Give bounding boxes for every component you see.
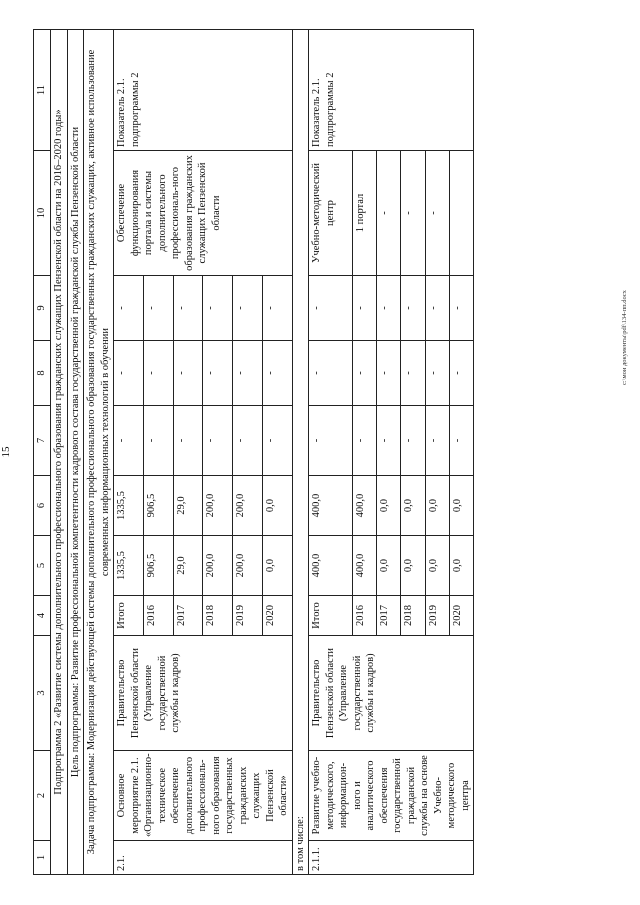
value-col6: 200,0 [203,476,233,536]
activity-result-value [449,151,473,276]
value-col5: 400,0 [309,536,353,596]
value-col7: - [233,406,263,476]
footer-file-path: c:\мои документы\pdf\134-пп.docx [621,290,628,385]
activity-result: Учебно-методический центр [309,151,353,276]
col-num: 9 [34,276,51,341]
year-cell: 2020 [449,596,473,636]
col-num: 11 [34,30,51,151]
value-col8: - [203,341,233,406]
column-number-row [34,30,51,875]
value-col8: - [309,341,353,406]
col-num: 2 [34,751,51,841]
value-col9: - [401,276,425,341]
value-col5: 400,0 [353,536,377,596]
value-col7: - [114,406,144,476]
value-col9: - [309,276,353,341]
value-col9: - [425,276,449,341]
value-col5: 1335,5 [114,536,144,596]
year-row [309,30,353,875]
value-col6: 0,0 [401,476,425,536]
value-col5: 906,5 [143,536,173,596]
value-col6: 0,0 [262,476,292,536]
activity-result-unit: 1 портал [353,151,377,276]
value-col7: - [262,406,292,476]
activity-indicator: Показатель 2.1. подпрограммы 2 [114,30,293,151]
activity-number: 2.1.1. [309,841,474,875]
value-col9: - [233,276,263,341]
activity-executor: Правительство Пензенской области (Управление государственной службы и кадров) [309,636,474,751]
subprogram-goal: Цель подпрограммы: Развитие профессиональной компетентности кадрового состава государственной гражданской службы Пензенской области [67,30,84,875]
value-col8: - [401,341,425,406]
value-col7: - [353,406,377,476]
value-col8: - [377,341,401,406]
value-col8: - [114,341,144,406]
value-col9: - [262,276,292,341]
value-col6: 906,5 [143,476,173,536]
value-col8: - [233,341,263,406]
value-col5: 200,0 [203,536,233,596]
year-cell: 2016 [143,596,173,636]
value-col5: 0,0 [262,536,292,596]
value-col8: - [425,341,449,406]
year-cell: Итого [114,596,144,636]
value-col7: - [377,406,401,476]
col-num: 3 [34,636,51,751]
subprogram-task: Задача подпрограммы: Модернизация действующей системы дополнительного профессионального образования государственных гражданских служащих, активное использование современных информационных технологий в обучении [84,30,114,875]
year-cell: Итого [309,596,353,636]
activity-executor: Правительство Пензенской области (Управление государственной службы и кадров) [114,636,293,751]
value-col6: 0,0 [449,476,473,536]
value-col7: - [401,406,425,476]
value-col8: - [353,341,377,406]
year-cell: 2017 [377,596,401,636]
value-col6: 200,0 [233,476,263,536]
value-col5: 200,0 [233,536,263,596]
value-col8: - [449,341,473,406]
value-col9: - [114,276,144,341]
col-num: 8 [34,341,51,406]
year-row [114,30,144,875]
year-cell: 2019 [425,596,449,636]
value-col7: - [173,406,203,476]
activity-result-value: - [377,151,401,276]
col-num: 1 [34,841,51,875]
section-label: в том числе: [292,30,309,875]
program-table [33,29,474,875]
year-cell: 2020 [262,596,292,636]
value-col6: 400,0 [353,476,377,536]
value-col9: - [203,276,233,341]
value-col9: - [143,276,173,341]
year-cell: 2018 [203,596,233,636]
value-col5: 29,0 [173,536,203,596]
value-col7: - [309,406,353,476]
activity-result-value: - [425,151,449,276]
activity-name: Развитие учебно-методического, информацион-ного и аналитического обеспечения государственной гражданской службы на основе Учебно-методического центра [309,751,474,841]
year-cell: 2018 [401,596,425,636]
value-col5: 0,0 [377,536,401,596]
value-col7: - [203,406,233,476]
value-col6: 0,0 [377,476,401,536]
col-num: 4 [34,596,51,636]
activity-number: 2.1. [114,841,293,875]
value-col5: 0,0 [449,536,473,596]
value-col7: - [143,406,173,476]
value-col6: 0,0 [425,476,449,536]
value-col9: - [449,276,473,341]
col-num: 6 [34,476,51,536]
value-col5: 0,0 [401,536,425,596]
col-num: 7 [34,406,51,476]
col-num: 10 [34,151,51,276]
value-col8: - [173,341,203,406]
value-col6: 29,0 [173,476,203,536]
value-col5: 0,0 [425,536,449,596]
value-col6: 400,0 [309,476,353,536]
year-cell: 2019 [233,596,263,636]
activity-result: Обеспечение функционирования портала и системы дополнительного профессиональ-ного образования гражданских служащих Пензенской области [114,151,293,276]
value-col7: - [449,406,473,476]
value-col6: 1335,5 [114,476,144,536]
value-col8: - [143,341,173,406]
value-col9: - [353,276,377,341]
year-cell: 2017 [173,596,203,636]
value-col9: - [377,276,401,341]
activity-result-value: - [401,151,425,276]
year-cell: 2016 [353,596,377,636]
subprogram-title: Подпрограмма 2 «Развитие системы дополнительного профессионального образования гражданских служащих Пензенской области на 2016–2020 годы» [51,30,68,875]
value-col7: - [425,406,449,476]
activity-indicator: Показатель 2.1. подпрограммы 2 [309,30,474,151]
value-col8: - [262,341,292,406]
page-number: 15 [0,446,12,458]
activity-name: Основное мероприятие 2.1. «Организационно-техническое обеспечение дополнительного профессиональ-ного образования государственных гражданских служащих Пензенской области» [114,751,293,841]
value-col9: - [173,276,203,341]
col-num: 5 [34,536,51,596]
